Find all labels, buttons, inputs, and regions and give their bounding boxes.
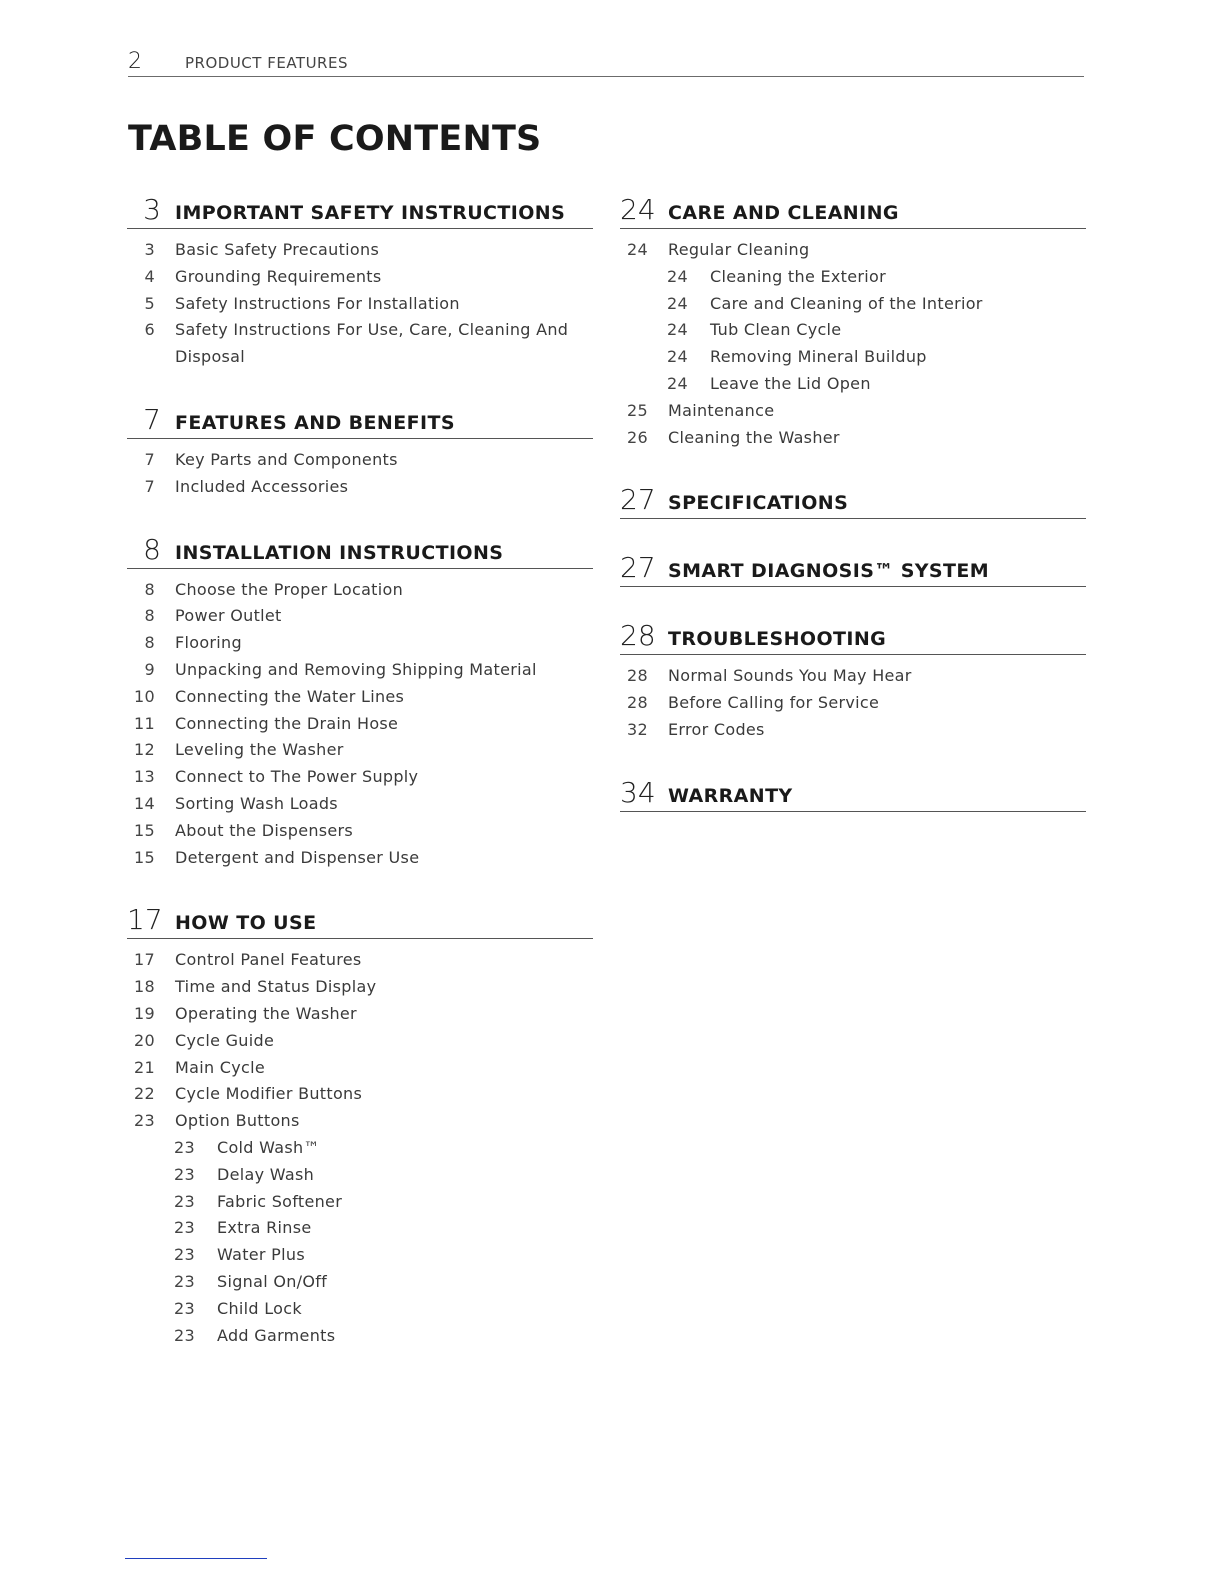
toc-subentry[interactable] (127, 1269, 593, 1296)
toc-subentry[interactable] (127, 1189, 593, 1216)
toc-section-smart-diagnosis-system (620, 552, 1086, 587)
section-title: CARE AND CLEANING (668, 202, 899, 224)
toc-section-specifications (620, 484, 1086, 519)
entry-text: Add Garments (217, 1325, 336, 1345)
section-title: SPECIFICATIONS (668, 492, 849, 515)
entry-page-number: 26 (627, 427, 648, 447)
toc-subentry[interactable] (620, 264, 1086, 291)
entry-text: Child Lock (217, 1298, 302, 1318)
entry-text: Safety Instructions For Installation (175, 293, 460, 313)
entry-page-number: 22 (134, 1084, 155, 1104)
entry-page-number: 6 (144, 320, 155, 340)
toc-entry[interactable] (127, 1108, 593, 1135)
toc-entry[interactable] (620, 663, 1086, 690)
entry-page-number: 7 (144, 449, 155, 469)
entry-text: Time and Status Display (175, 977, 377, 997)
toc-section-important-safety-instructions (127, 194, 593, 371)
entry-text: Regular Cleaning (668, 240, 810, 259)
section-title: FEATURES AND BENEFITS (175, 411, 455, 434)
entry-text: Cold Wash™ (217, 1137, 320, 1157)
toc-entry[interactable] (127, 447, 593, 474)
entry-text: Unpacking and Removing Shipping Material (175, 659, 537, 679)
toc-subentry[interactable] (127, 1135, 593, 1162)
entry-text: Connecting the Drain Hose (175, 713, 399, 733)
entry-text: Grounding Requirements (175, 266, 382, 286)
section-page-number: 3 (143, 193, 161, 226)
entry-text: Delay Wash (217, 1164, 315, 1184)
toc-subentry[interactable] (127, 1162, 593, 1189)
toc-entry[interactable] (127, 577, 593, 604)
entry-page-number: 5 (144, 293, 155, 313)
entry-page-number: 24 (627, 240, 648, 259)
entry-text: Cleaning the Exterior (710, 266, 886, 286)
entry-page-number: 11 (134, 713, 155, 733)
entry-page-number: 15 (134, 820, 155, 840)
footer-link-rule (125, 1558, 267, 1559)
entry-page-number: 4 (144, 266, 155, 286)
section-heading[interactable] (127, 194, 593, 229)
toc-entry[interactable] (127, 818, 593, 845)
toc-entry[interactable] (127, 1055, 593, 1082)
entry-text: About the Dispensers (175, 820, 354, 840)
section-heading[interactable] (127, 534, 593, 569)
toc-section-care-and-cleaning (620, 194, 1086, 451)
toc-entry[interactable] (620, 237, 1086, 264)
entry-list (127, 447, 593, 501)
section-title: SMART DIAGNOSIS™ SYSTEM (668, 560, 990, 583)
entry-page-number: 21 (134, 1057, 155, 1077)
entry-text: Leave the Lid Open (710, 373, 871, 393)
toc-entry[interactable] (127, 237, 593, 264)
entry-page-number: 3 (144, 240, 155, 259)
section-heading[interactable] (620, 620, 1086, 655)
toc-entry[interactable] (127, 264, 593, 291)
page-title: TABLE OF CONTENTS (128, 119, 542, 159)
entry-text: Before Calling for Service (668, 693, 880, 713)
entry-page-number: 24 (667, 347, 688, 367)
entry-text: Power Outlet (175, 606, 282, 626)
section-page-number: 17 (127, 903, 163, 937)
toc-subentry[interactable] (127, 1242, 593, 1269)
entry-page-number: 24 (667, 373, 688, 393)
toc-entry[interactable] (127, 1028, 593, 1055)
entry-text: Water Plus (217, 1245, 305, 1265)
entry-list (127, 237, 593, 371)
toc-entry[interactable] (127, 845, 593, 872)
toc-subentry[interactable] (620, 291, 1086, 318)
entry-page-number: 8 (144, 633, 155, 653)
toc-entry[interactable] (127, 711, 593, 738)
entry-text: Safety Instructions For Use, Care, Cleaning And Disposal (175, 320, 569, 367)
section-title: TROUBLESHOOTING (668, 628, 887, 651)
entry-page-number: 28 (627, 693, 648, 713)
entry-text: Cycle Modifier Buttons (175, 1084, 363, 1104)
entry-text: Removing Mineral Buildup (710, 347, 927, 367)
toc-section-troubleshooting (620, 620, 1086, 743)
entry-text: Included Accessories (175, 476, 349, 496)
entry-text: Basic Safety Precautions (175, 240, 380, 259)
toc-entry[interactable] (127, 974, 593, 1001)
section-page-number: 8 (143, 532, 161, 566)
entry-page-number: 24 (667, 320, 688, 340)
toc-entry[interactable] (127, 1081, 593, 1108)
entry-text: Cycle Guide (175, 1030, 275, 1050)
toc-entry[interactable] (127, 317, 593, 371)
entry-list (127, 947, 593, 1349)
toc-entry[interactable] (620, 425, 1086, 452)
entry-page-number: 14 (134, 793, 155, 813)
toc-subentry[interactable] (620, 317, 1086, 344)
toc-section-features-and-benefits (127, 404, 593, 501)
toc-right-column (620, 194, 1086, 845)
entry-text: Option Buttons (175, 1111, 300, 1131)
entry-list (620, 663, 1086, 743)
section-heading[interactable] (127, 404, 593, 439)
entry-page-number: 23 (174, 1218, 195, 1238)
section-page-number: 27 (620, 483, 656, 517)
section-heading[interactable] (620, 552, 1086, 587)
entry-text: Operating the Washer (175, 1003, 357, 1023)
entry-page-number: 8 (144, 579, 155, 599)
toc-entry[interactable] (127, 657, 593, 684)
entry-text: Connecting the Water Lines (175, 686, 405, 706)
section-page-number: 24 (620, 193, 656, 226)
entry-text: Fabric Softener (217, 1191, 343, 1211)
entry-text: Signal On/Off (217, 1271, 328, 1291)
entry-text: Maintenance (668, 400, 775, 420)
entry-page-number: 23 (174, 1191, 195, 1211)
entry-page-number: 18 (134, 977, 155, 997)
toc-entry[interactable] (127, 684, 593, 711)
section-page-number: 27 (620, 551, 656, 585)
entry-page-number: 20 (134, 1030, 155, 1050)
toc-entry[interactable] (127, 291, 593, 318)
page-number: 2 (128, 49, 142, 74)
toc-section-installation-instructions (127, 534, 593, 872)
entry-page-number: 23 (174, 1137, 195, 1157)
entry-page-number: 12 (134, 740, 155, 760)
section-title: HOW TO USE (175, 912, 317, 935)
section-title: IMPORTANT SAFETY INSTRUCTIONS (175, 202, 566, 224)
toc-left-column (127, 194, 593, 1382)
entry-page-number: 23 (174, 1271, 195, 1291)
entry-page-number: 32 (627, 719, 648, 739)
entry-page-number: 23 (174, 1164, 195, 1184)
running-header (128, 50, 1084, 77)
entry-text: Extra Rinse (217, 1218, 312, 1238)
toc-entry[interactable] (620, 398, 1086, 425)
toc-entry[interactable] (620, 690, 1086, 717)
toc-subentry[interactable] (620, 344, 1086, 371)
entry-text: Flooring (175, 633, 242, 653)
entry-page-number: 23 (174, 1298, 195, 1318)
toc-subentry[interactable] (127, 1323, 593, 1350)
toc-entry[interactable] (127, 791, 593, 818)
section-page-number: 34 (620, 775, 656, 809)
entry-text: Connect to The Power Supply (175, 767, 419, 787)
entry-text: Error Codes (668, 719, 765, 739)
toc-entry[interactable] (127, 603, 593, 630)
toc-entry[interactable] (127, 947, 593, 974)
entry-page-number: 24 (667, 266, 688, 286)
toc-entry[interactable] (127, 1001, 593, 1028)
section-heading[interactable] (620, 484, 1086, 519)
entry-page-number: 24 (667, 293, 688, 313)
entry-text: Choose the Proper Location (175, 579, 404, 599)
entry-page-number: 8 (144, 606, 155, 626)
entry-page-number: 15 (134, 847, 155, 867)
entry-text: Detergent and Dispenser Use (175, 847, 420, 867)
entry-page-number: 23 (174, 1325, 195, 1345)
toc-section-warranty (620, 777, 1086, 812)
section-page-number: 7 (143, 402, 161, 436)
toc-entry[interactable] (127, 630, 593, 657)
entry-text: Main Cycle (175, 1057, 266, 1077)
section-title: WARRANTY (668, 784, 793, 807)
toc-subentry[interactable] (620, 371, 1086, 398)
entry-page-number: 10 (134, 686, 155, 706)
toc-entry[interactable] (620, 717, 1086, 744)
entry-text: Sorting Wash Loads (175, 793, 338, 813)
section-heading[interactable] (620, 777, 1086, 812)
entry-text: Leveling the Washer (175, 740, 344, 760)
toc-entry[interactable] (127, 474, 593, 501)
toc-entry[interactable] (127, 737, 593, 764)
toc-subentry[interactable] (127, 1296, 593, 1323)
entry-list (127, 577, 593, 872)
toc-section-how-to-use (127, 904, 593, 1349)
entry-text: Key Parts and Components (175, 449, 398, 469)
entry-page-number: 23 (134, 1111, 155, 1131)
entry-text: Cleaning the Washer (668, 427, 840, 447)
entry-text: Normal Sounds You May Hear (668, 666, 912, 686)
entry-page-number: 13 (134, 767, 155, 787)
entry-page-number: 28 (627, 666, 648, 686)
entry-text: Care and Cleaning of the Interior (710, 293, 983, 313)
entry-page-number: 25 (627, 400, 648, 420)
entry-page-number: 19 (134, 1003, 155, 1023)
entry-page-number: 9 (144, 659, 155, 679)
entry-page-number: 23 (174, 1245, 195, 1265)
entry-text: Tub Clean Cycle (710, 320, 842, 340)
toc-subentry[interactable] (127, 1215, 593, 1242)
entry-page-number: 7 (144, 476, 155, 496)
entry-text: Control Panel Features (175, 950, 362, 970)
section-heading[interactable] (620, 194, 1086, 229)
section-title: INSTALLATION INSTRUCTIONS (175, 541, 504, 564)
entry-page-number: 17 (134, 950, 155, 970)
entry-list (620, 237, 1086, 451)
toc-entry[interactable] (127, 764, 593, 791)
chapter-label: PRODUCT FEATURES (185, 54, 348, 72)
section-page-number: 28 (620, 619, 656, 653)
section-heading[interactable] (127, 904, 593, 939)
